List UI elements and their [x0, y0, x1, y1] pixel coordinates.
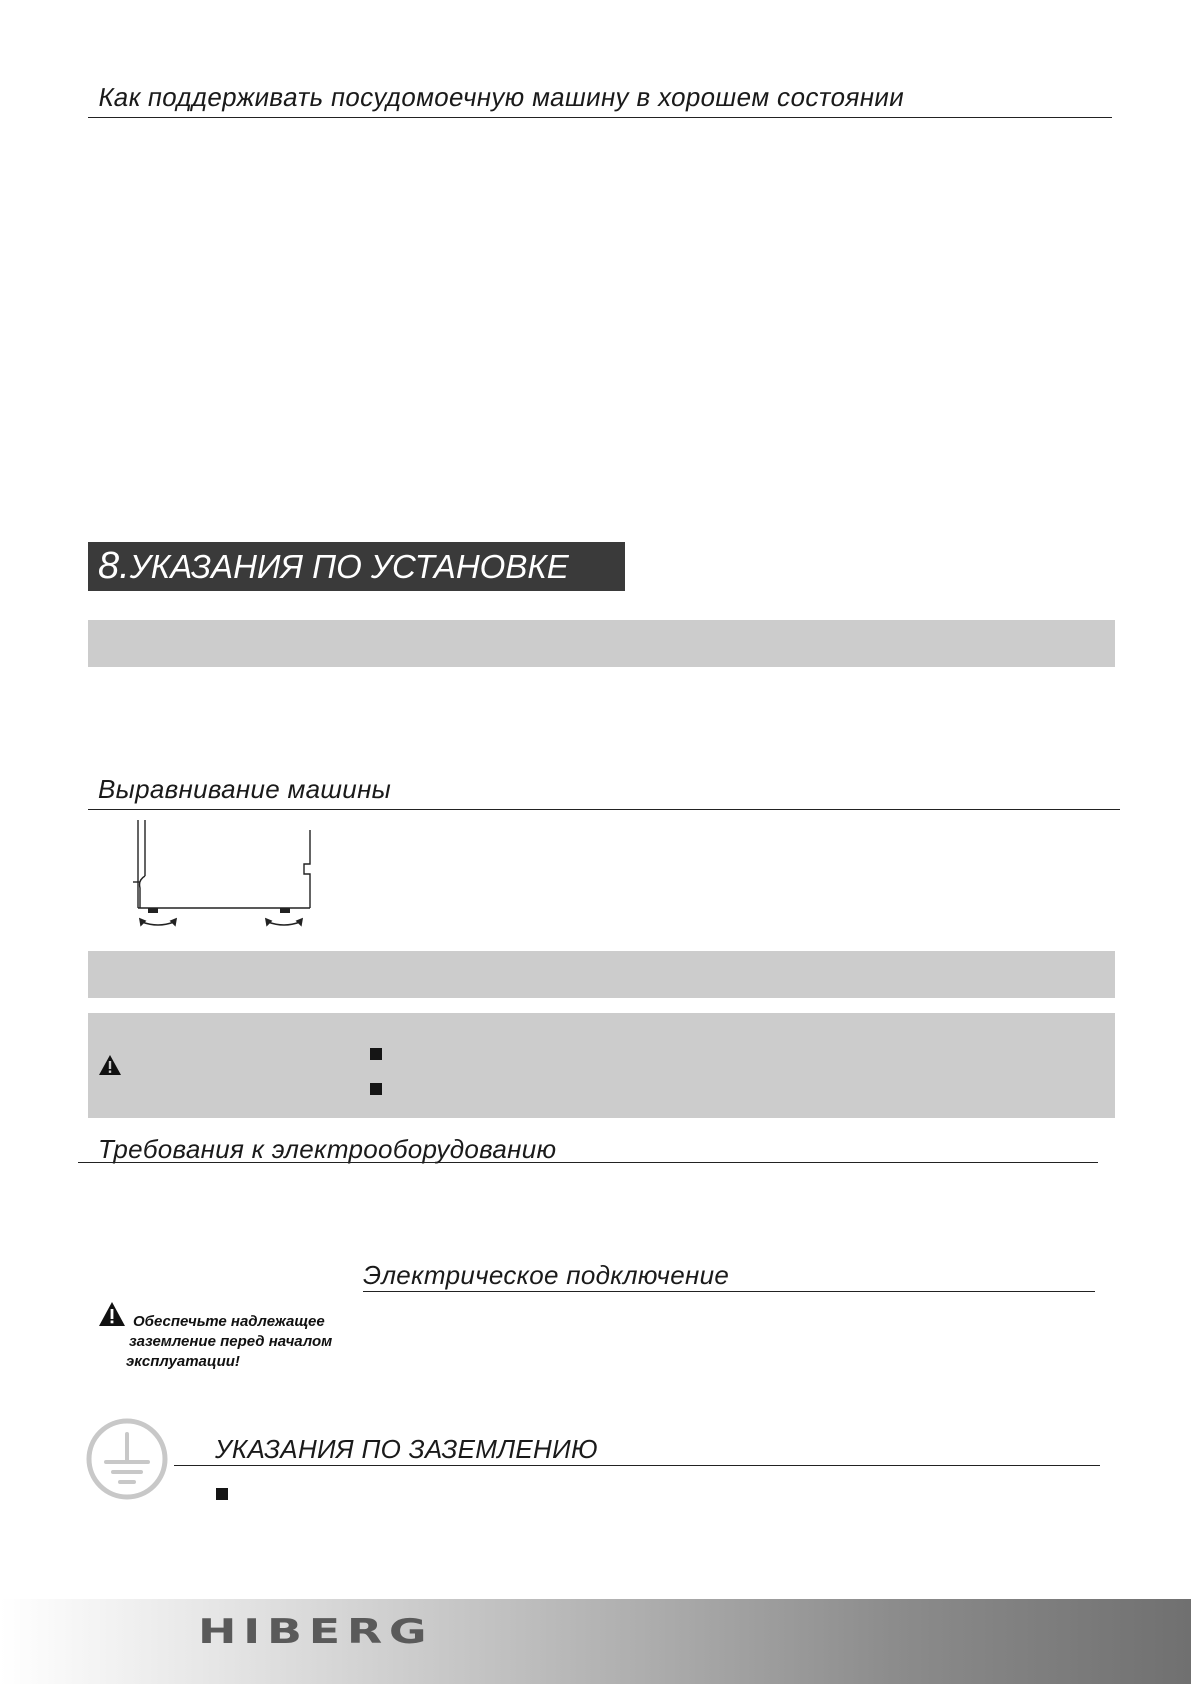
grounding-warning-icon — [98, 1301, 126, 1327]
section-number: 8. — [98, 545, 130, 587]
grounding-rule — [174, 1465, 1100, 1466]
brand-logo: HIBERG — [198, 1612, 434, 1652]
leveling-heading: Выравнивание машины — [98, 774, 392, 804]
grounding-bullet — [216, 1488, 228, 1500]
adjust-arrow-right — [268, 922, 300, 925]
electrical-requirements-heading: Требования к электрооборудованию — [98, 1134, 557, 1164]
warning-bullet — [370, 1048, 382, 1060]
dishwasher-leveling-illustration — [128, 818, 318, 936]
install-note-band — [88, 620, 1115, 667]
leveling-note-band — [88, 951, 1115, 998]
adjust-arrow-left — [142, 922, 174, 925]
ground-symbol-icon — [86, 1418, 168, 1500]
grounding-warning-line-1: Обеспечьте надлежащее — [133, 1313, 325, 1330]
front-foot — [148, 908, 158, 913]
electrical-connection-rule — [363, 1291, 1095, 1292]
grounding-warning-line-2: заземление перед началом — [129, 1333, 333, 1350]
warning-icon — [98, 1054, 122, 1076]
maintenance-heading: Как поддерживать посудомоечную машину в хорошем состоянии — [96, 82, 908, 112]
warning-bullet — [370, 1083, 382, 1095]
grounding-warning-line-3: эксплуатации! — [126, 1353, 240, 1370]
section-title: УКАЗАНИЯ ПО УСТАНОВКЕ — [129, 548, 569, 585]
footer-bar — [0, 1599, 1191, 1684]
leveling-rule — [88, 809, 1120, 810]
electrical-requirements-rule — [78, 1162, 1098, 1163]
section-banner — [88, 542, 625, 591]
maintenance-rule — [88, 117, 1112, 118]
rear-foot — [280, 908, 290, 913]
warning-band — [88, 1013, 1115, 1118]
electrical-connection-heading: Электрическое подключение — [363, 1260, 730, 1290]
grounding-heading: УКАЗАНИЯ ПО ЗАЗЕМЛЕНИЮ — [215, 1434, 598, 1464]
